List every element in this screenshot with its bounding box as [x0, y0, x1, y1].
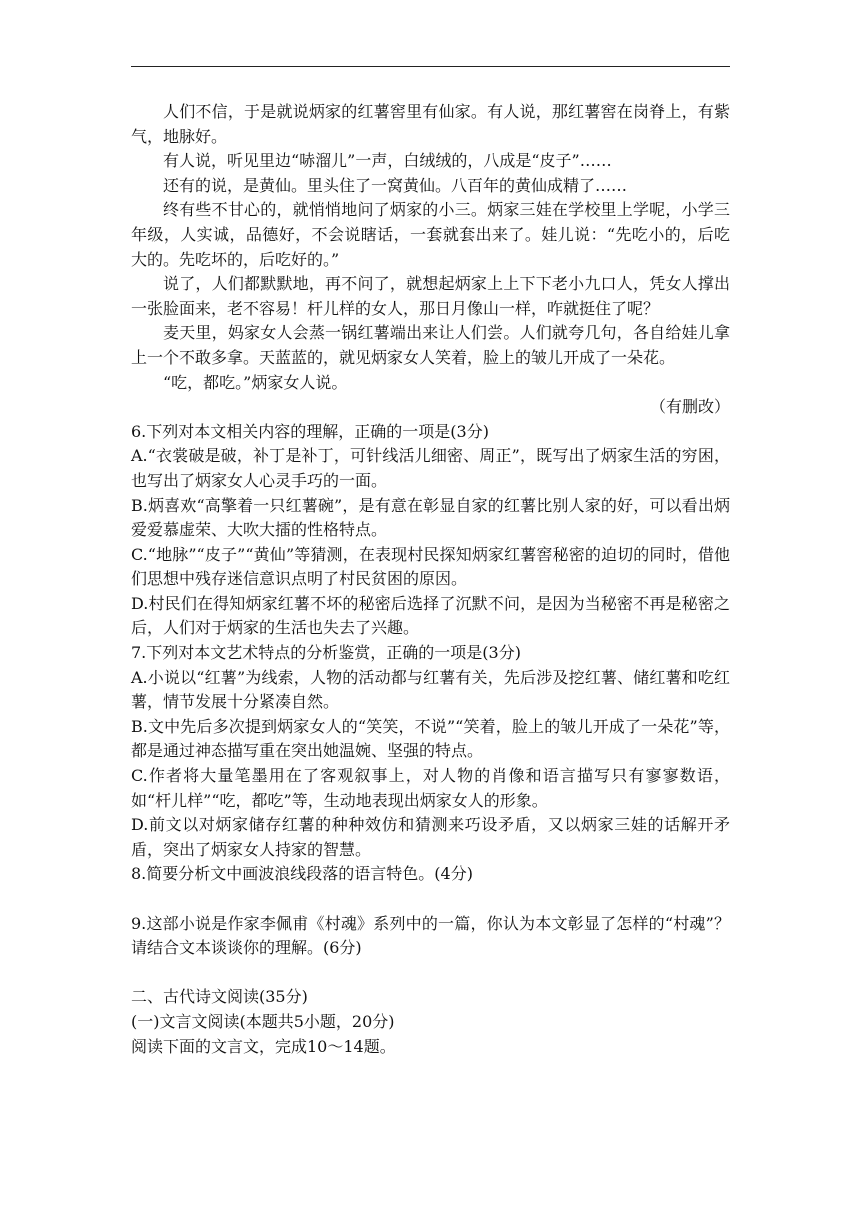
- story-paragraph: 终有些不甘心的，就悄悄地问了炳家的小三。炳家三娃在学校里上学呢，小学三年级，人实诚，品德好，不会说瞎话，一套就套出来了。娃儿说：“先吃小的，后吃大的。先吃坏的，后吃好的。”: [131, 200, 730, 269]
- question-7-option-a: A.小说以“红薯”为线索，人物的活动都与红薯有关，先后涉及挖红薯、储红薯和吃红薯，情节发展十分紧凑自然。: [131, 667, 730, 712]
- question-6-option-c: C.“地脉”“皮子”“黄仙”等猜测，在表现村民探知炳家红薯窖秘密的迫切的同时，借他们思想中残存迷信意识点明了村民贫困的原因。: [131, 544, 730, 589]
- story-paragraph: “吃，都吃。”炳家女人说。: [163, 372, 348, 392]
- answer-space: [131, 961, 730, 986]
- question-6-option-d: D.村民们在得知炳家红薯不坏的秘密后选择了沉默不问，是因为当秘密不再是秘密之后，人们对于炳家的生活也失去了兴趣。: [131, 593, 730, 638]
- question-7-stem: 7.下列对本文艺术特点的分析鉴赏，正确的一项是(3分): [131, 643, 521, 663]
- source-credit: （有删改）: [649, 397, 730, 417]
- story-paragraph: 还有的说，是黄仙。里头住了一窝黄仙。八百年的黄仙成精了……: [163, 175, 628, 195]
- question-7-option-b: B.文中先后多次提到炳家女人的“笑笑，不说”“笑着，脸上的皱儿开成了一朵花”等，都是通过神态描写重在突出她温婉、坚强的特点。: [131, 716, 730, 761]
- question-8-stem: 8.简要分析文中画波浪线段落的语言特色。(4分): [131, 864, 473, 884]
- story-paragraph: 人们不信，于是就说炳家的红薯窖里有仙家。有人说，那红薯窖在岗脊上，有紫气，地脉好。: [131, 102, 730, 146]
- answer-space: [131, 887, 730, 912]
- header-rule: [131, 66, 730, 67]
- story-paragraph: 有人说，听见里边“哧溜儿”一声，白绒绒的，八成是“皮子”……: [163, 151, 612, 171]
- document-body: [131, 100, 730, 1059]
- question-7-option-c: C.作者将大量笔墨用在了客观叙事上，对人物的肖像和语言描写只有寥寥数语，如“杆儿样”“吃，都吃”等，生动地表现出炳家女人的形象。: [131, 766, 730, 810]
- section-instruction: 阅读下面的文言文，完成10～14题。: [131, 1036, 396, 1056]
- section-subtitle: (一)文言文阅读(本题共5小题，20分): [131, 1011, 395, 1031]
- question-6-option-b: B.炳喜欢“高擎着一只红薯碗”，是有意在彰显自家的红薯比别人家的好，可以看出炳爱爱慕虚荣、大吹大擂的性格特点。: [131, 495, 730, 540]
- question-6-stem: 6.下列对本文相关内容的理解，正确的一项是(3分): [131, 421, 489, 441]
- question-9-stem: 9.这部小说是作家李佩甫《村魂》系列中的一篇，你认为本文彰显了怎样的“村魂”？请结合文本谈谈你的理解。(6分): [131, 913, 730, 958]
- story-paragraph: 麦天里，妈家女人会蒸一锅红薯端出来让人们尝。人们就夸几句，各自给娃儿拿上一个不敢多拿。天蓝蓝的，就见炳家女人笑着，脸上的皱儿开成了一朵花。: [131, 323, 730, 367]
- section-title: 二、古代诗文阅读(35分): [131, 987, 308, 1007]
- question-7-option-d: D.前文以对炳家储存红薯的种种效仿和猜测来巧设矛盾，又以炳家三娃的话解开矛盾，突出了炳家女人持家的智慧。: [131, 815, 730, 859]
- question-6-option-a: A.“衣裳破是破，补丁是补丁，可针线活儿细密、周正”，既写出了炳家生活的穷困，也写出了炳家女人心灵手巧的一面。: [131, 446, 730, 490]
- story-paragraph: 说了，人们都默默地，再不问了，就想起炳家上上下下老小九口人，凭女人撑出一张脸面来，老不容易！杆儿样的女人，那日月像山一样，咋就挺住了呢？: [131, 274, 730, 318]
